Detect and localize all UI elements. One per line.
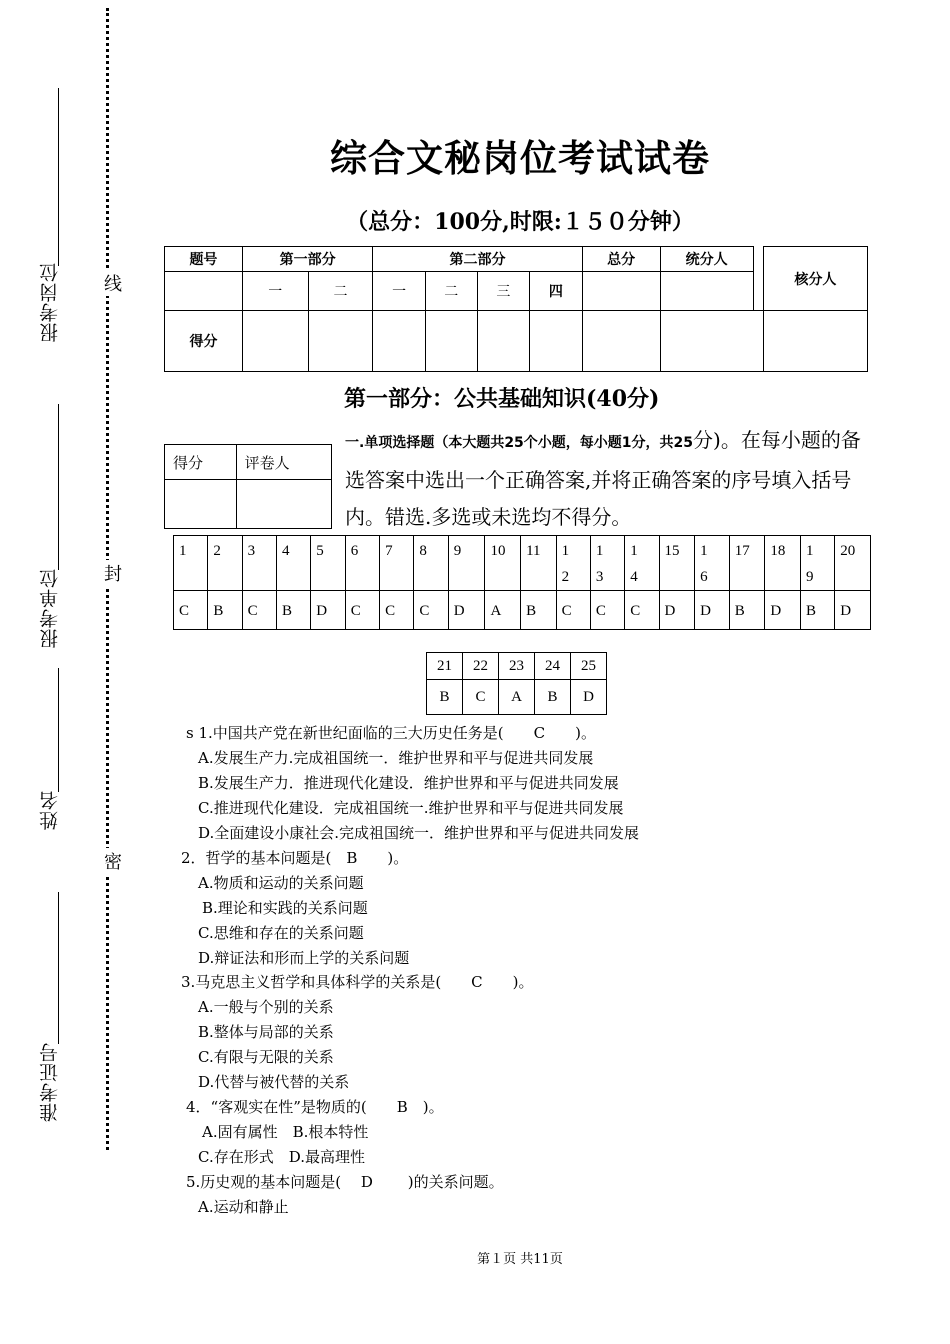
answer-letter-11: B: [521, 591, 557, 630]
subcol-part2-2: 二: [425, 272, 477, 311]
answer-letter-10: A: [485, 591, 521, 630]
answer-number-8: 8: [414, 536, 448, 591]
margin-line-unit: [58, 404, 59, 570]
exam-subtitle: （总分：100分,时限:１５０分钟）: [346, 209, 694, 235]
answer-letter-12: C: [556, 591, 590, 630]
header-question-no: 题号: [165, 247, 243, 272]
answer-number-15: 15: [659, 536, 695, 591]
q2-option-d: D.辩证法和形而上学的关系问题: [198, 949, 410, 967]
page-footer: 第１页 共11页: [477, 1252, 563, 1267]
answer-letter-23: A: [499, 680, 535, 715]
subcol-part2-1: 一: [373, 272, 426, 311]
q2-option-b: B.理论和实践的关系问题: [202, 899, 368, 917]
answer-number-18: 18: [765, 536, 801, 591]
answer-letter-5: D: [311, 591, 346, 630]
instructions-rest: 分)。在每小题的备选答案中选出一个正确答案,并将正确答案的序号填入括号内。错选.多选或未选均不得分。: [345, 428, 861, 529]
answer-letter-18: D: [765, 591, 801, 630]
answer-letter-21: B: [427, 680, 463, 715]
answer-number-23: 23: [499, 653, 535, 680]
answer-number-13: 1 3: [590, 536, 624, 591]
answer-letter-1: C: [174, 591, 208, 630]
section-instructions: [345, 422, 875, 536]
answer-letter-25: D: [571, 680, 607, 715]
q2-option-c: C.思维和存在的关系问题: [198, 924, 364, 942]
header-part-one: 第一部分: [242, 247, 372, 272]
answer-number-21: 21: [427, 653, 463, 680]
answer-letter-24: B: [535, 680, 571, 715]
q1-option-a: A.发展生产力.完成祖国统一．维护世界和平与促进共同发展: [198, 749, 594, 767]
answer-number-5: 5: [311, 536, 346, 591]
grader-score-label: 得分: [165, 445, 237, 480]
q3-option-c: C.有限与无限的关系: [198, 1048, 334, 1066]
subcol-part2-3: 三: [477, 272, 530, 311]
header-total: 总分: [582, 247, 660, 272]
answer-number-10: 10: [485, 536, 521, 591]
answer-letter-15: D: [659, 591, 695, 630]
answer-number-19: 1 9: [800, 536, 834, 591]
grader-name-label: 评卷人: [236, 445, 331, 480]
score-table: [164, 246, 868, 372]
margin-label-position: 报考岗位: [39, 262, 61, 342]
answer-grid-2: [426, 652, 607, 715]
answer-letter-20: D: [835, 591, 871, 630]
header-checker: 核分人: [763, 247, 867, 311]
seal-word-seal: 封: [98, 560, 124, 586]
grader-box: [164, 444, 332, 529]
answer-number-11: 11: [521, 536, 557, 591]
answer-number-12: 1 2: [556, 536, 590, 591]
margin-label-name: 姓名: [39, 790, 61, 830]
answer-number-14: 1 4: [625, 536, 659, 591]
score-label: 得分: [165, 311, 243, 372]
answer-letter-3: C: [242, 591, 276, 630]
answer-number-7: 7: [380, 536, 414, 591]
seal-word-line: 线: [98, 270, 124, 296]
q2-option-a: A.物质和运动的关系问题: [198, 874, 364, 892]
answer-letter-14: C: [625, 591, 659, 630]
answer-letter-17: B: [729, 591, 765, 630]
answer-number-3: 3: [242, 536, 276, 591]
q3-option-d: D.代替与被代替的关系: [198, 1073, 350, 1091]
answer-letter-13: C: [590, 591, 624, 630]
question-4: 4．“客观实在性”是物质的( B )。: [186, 1098, 444, 1116]
answer-number-9: 9: [448, 536, 485, 591]
answer-number-6: 6: [345, 536, 379, 591]
subcol-part1-2: 二: [308, 272, 373, 311]
q5-option-a: A.运动和静止: [198, 1198, 289, 1216]
margin-line-ticket: [58, 892, 59, 1044]
question-1: s 1.中国共产党在新世纪面临的三大历史任务是( C )。: [186, 724, 596, 742]
answer-number-2: 2: [208, 536, 242, 591]
q1-option-b: B.发展生产力．推进现代化建设．维护世界和平与促进共同发展: [198, 774, 619, 792]
question-3: 3.马克思主义哲学和具体科学的关系是( C )。: [181, 973, 534, 991]
answer-number-4: 4: [276, 536, 310, 591]
answer-number-1: 1: [174, 536, 208, 591]
answer-letter-7: C: [380, 591, 414, 630]
answer-number-16: 1 6: [695, 536, 730, 591]
seal-word-secret: 密: [98, 848, 124, 874]
answer-number-25: 25: [571, 653, 607, 680]
answer-letter-16: D: [695, 591, 730, 630]
answer-letter-22: C: [463, 680, 499, 715]
answer-letter-9: D: [448, 591, 485, 630]
q4-options-cd: C.存在形式 D.最高理性: [198, 1148, 365, 1166]
q1-option-c: C.推进现代化建设．完成祖国统一.维护世界和平与促进共同发展: [198, 799, 624, 817]
subcol-part1-1: 一: [242, 272, 308, 311]
answer-number-20: 20: [835, 536, 871, 591]
q1-option-d: D.全面建设小康社会.完成祖国统一．维护世界和平与促进共同发展: [198, 824, 640, 842]
answer-letter-19: B: [800, 591, 834, 630]
exam-title: 综合文秘岗位考试试卷: [330, 136, 710, 180]
subcol-part2-4: 四: [530, 272, 583, 311]
q3-option-b: B.整体与局部的关系: [198, 1023, 334, 1041]
answer-grid: [173, 535, 871, 630]
question-2: 2．哲学的基本问题是( B )。: [181, 849, 409, 867]
question-5: 5.历史观的基本问题是( D )的关系问题。: [186, 1173, 504, 1191]
answer-number-24: 24: [535, 653, 571, 680]
header-part-two: 第二部分: [373, 247, 582, 272]
header-tallier: 统分人: [660, 247, 753, 272]
answer-letter-4: B: [276, 591, 310, 630]
q3-option-a: A.一般与个别的关系: [198, 998, 334, 1016]
answer-letter-8: C: [414, 591, 448, 630]
q4-options-ab: A.固有属性 B.根本特性: [202, 1123, 369, 1141]
instructions-bold: 一.单项选择题（本大题共25个小题，每小题1分，共25: [345, 435, 694, 451]
margin-label-unit: 报考单位: [39, 568, 61, 648]
margin-line-name: [58, 668, 59, 792]
margin-label-ticket: 准考证号: [39, 1042, 61, 1122]
answer-number-17: 17: [729, 536, 765, 591]
answer-letter-2: B: [208, 591, 242, 630]
part-one-heading: 第一部分：公共基础知识(40分): [344, 386, 660, 412]
answer-number-22: 22: [463, 653, 499, 680]
answer-letter-6: C: [345, 591, 379, 630]
